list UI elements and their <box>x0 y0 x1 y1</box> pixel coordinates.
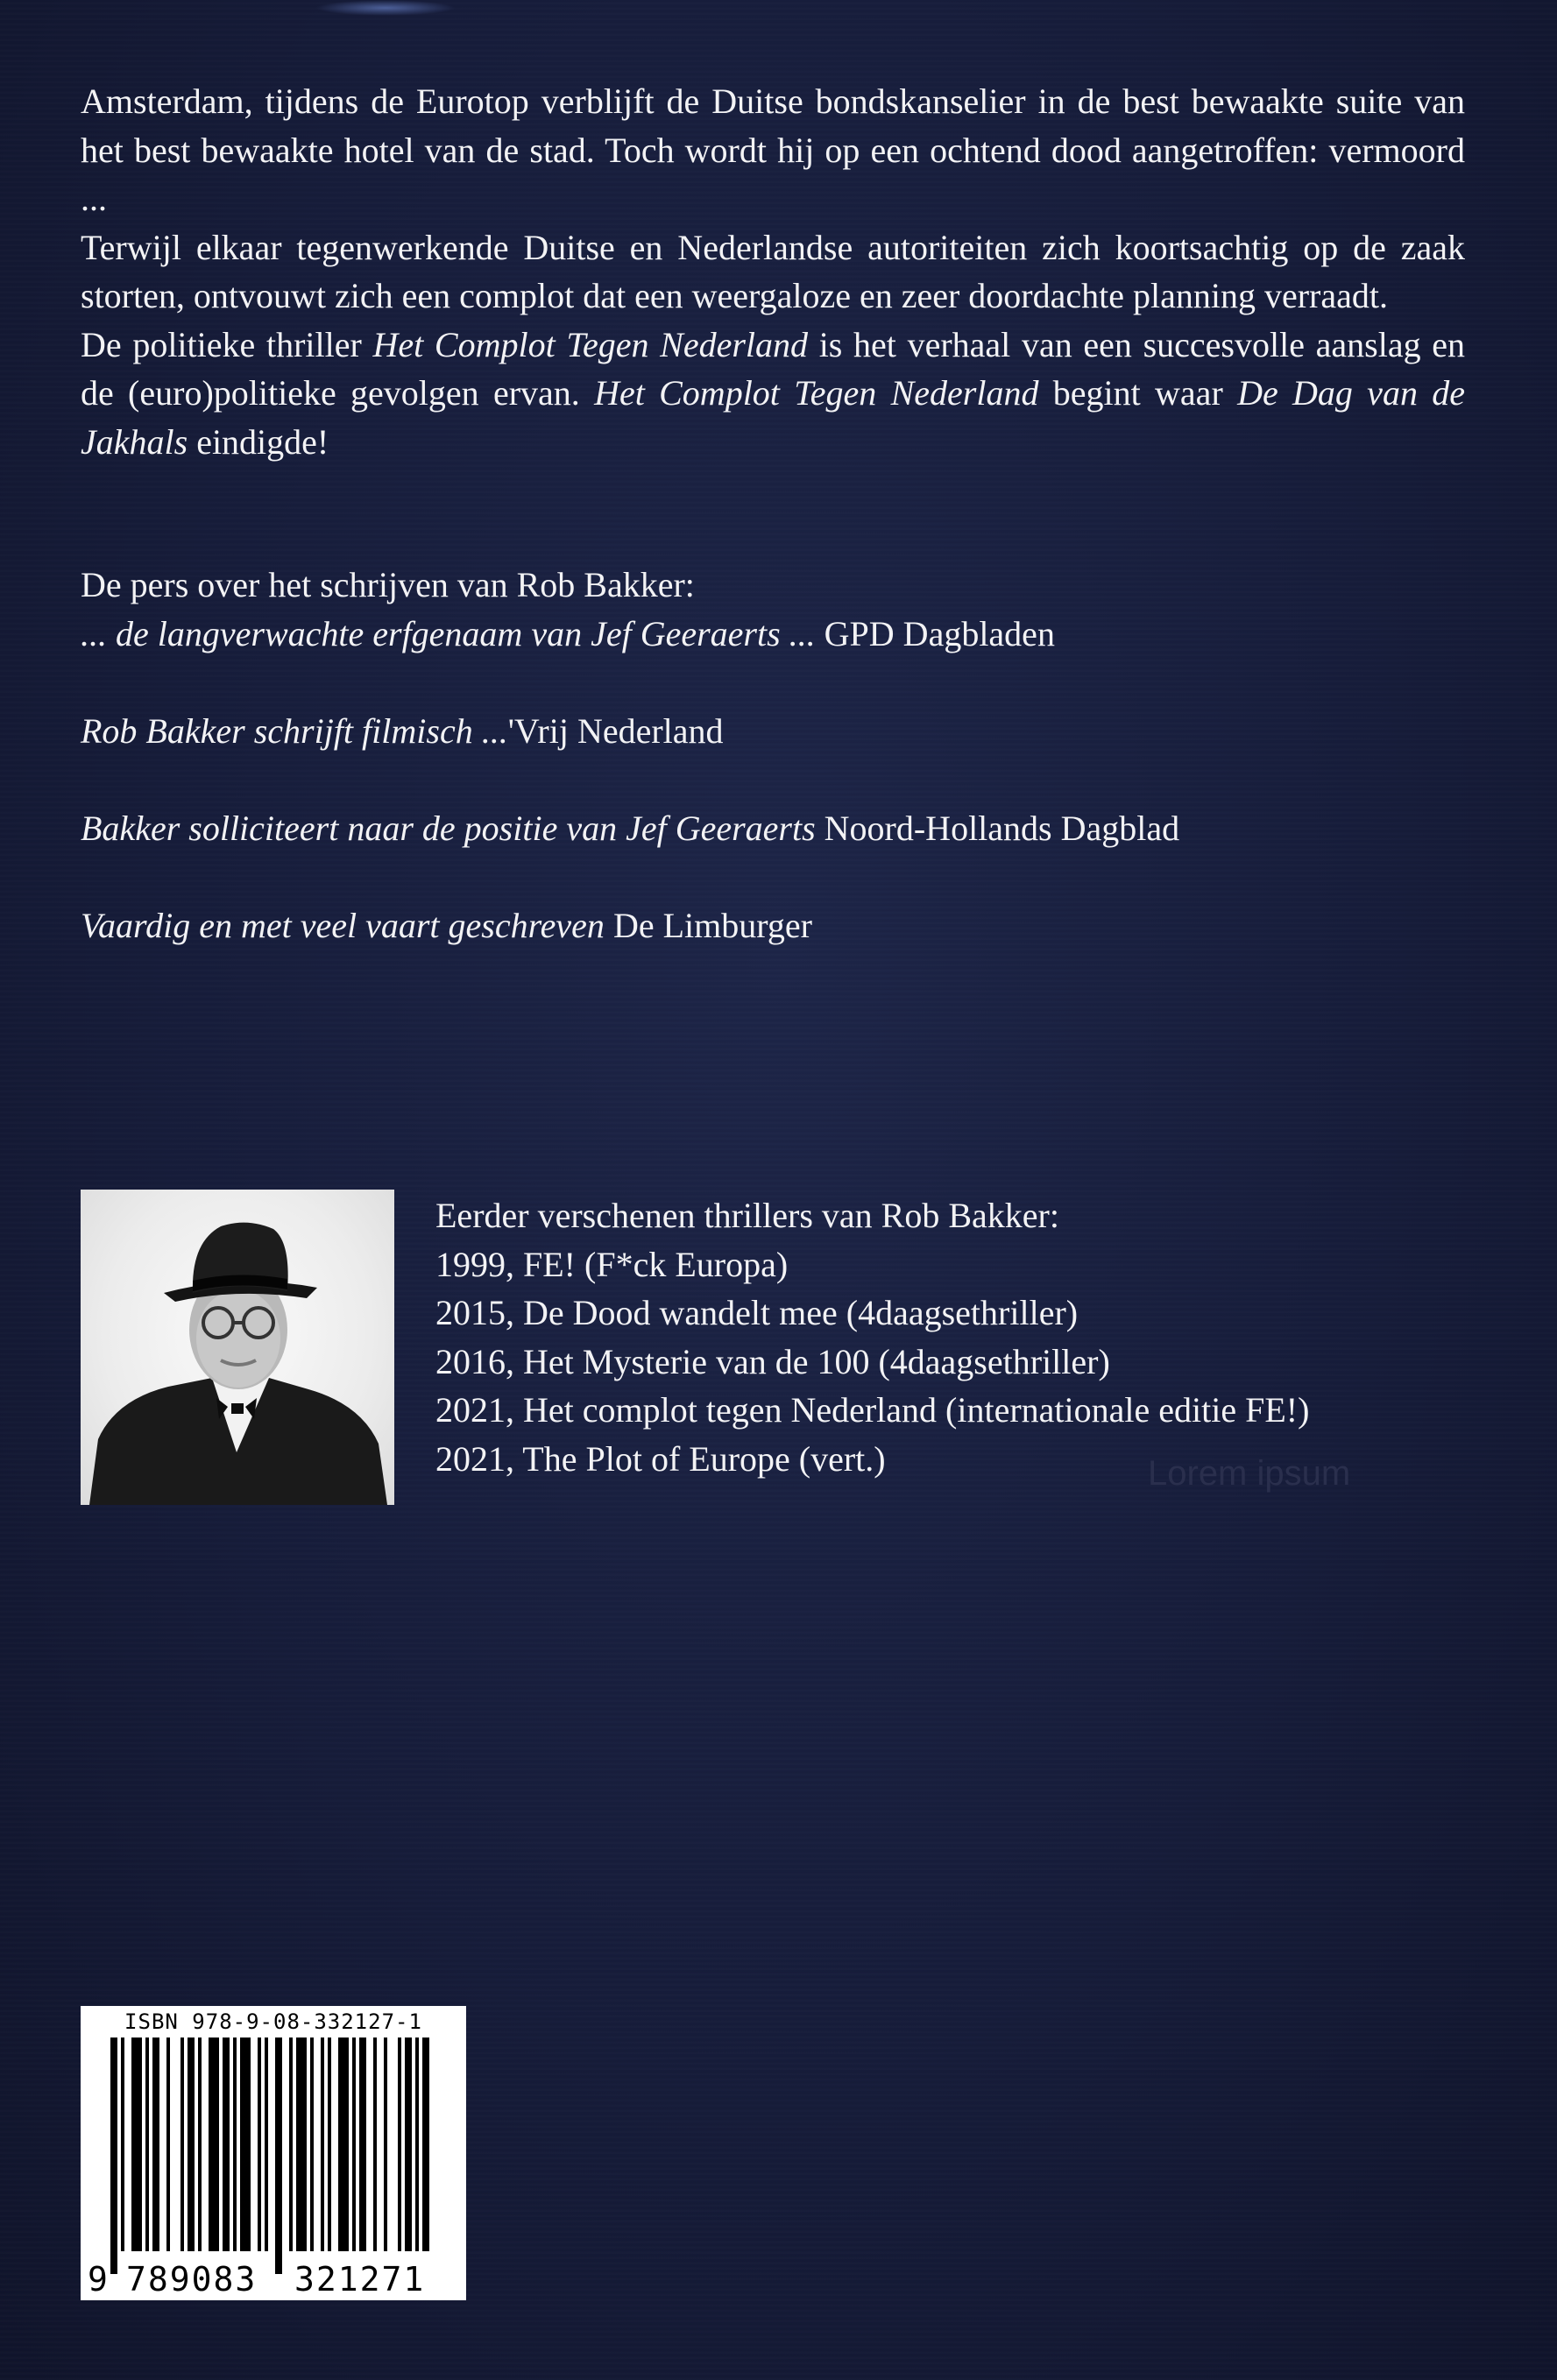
placeholder-text: Lorem ipsum <box>1148 1454 1351 1493</box>
books-heading: Eerder verschenen thrillers van Rob Bakker: <box>435 1196 1059 1235</box>
book-list-item: 2015, De Dood wandelt mee (4daagsethriller) <box>435 1293 1079 1332</box>
barcode-bar <box>415 2037 419 2251</box>
quote-source: Noord-Hollands Dagblad <box>815 808 1180 848</box>
author-photo <box>81 1190 394 1505</box>
top-light-glow <box>315 0 456 16</box>
book-list-item: 2021, The Plot of Europe (vert.) <box>435 1438 886 1479</box>
barcode-bar <box>321 2037 324 2251</box>
barcode-bar <box>258 2037 261 2251</box>
barcode-bar <box>209 2037 219 2251</box>
book-title: Het Complot Tegen Nederland <box>594 373 1039 413</box>
quote-text: Rob Bakker schrijft filmisch ... <box>81 710 508 751</box>
barcode-bar <box>328 2037 331 2251</box>
previous-books <box>435 1191 1487 1483</box>
blurb-text: is het verhaal van een succesvolle aanslag en de (euro)politieke gevolgen ervan. <box>81 324 1466 413</box>
press-quote <box>81 901 1465 950</box>
blurb-paragraph-1: Amsterdam, tijdens de Eurotop verblijft de Duitse bondskanselier in de best bewaakte suite van het best bewaakte hotel van de stad. Toch wordt hij op een ochtend dood aangetroffen: vermoord ... <box>81 81 1465 218</box>
blurb-paragraph-3 <box>81 321 1465 467</box>
barcode-bar <box>338 2037 349 2251</box>
quote-text: ... de langverwachte erfgenaam van Jef Geeraerts ... <box>81 613 816 653</box>
barcode-bar <box>223 2037 230 2251</box>
quote-source: GPD Dagbladen <box>815 613 1055 653</box>
isbn-digit-group-1: 789083 <box>126 2260 258 2299</box>
barcode-bar <box>289 2037 293 2251</box>
blurb-text: De politieke thriller <box>81 324 373 364</box>
barcode-bar <box>405 2037 412 2251</box>
press-quote <box>81 707 1465 756</box>
isbn-label: ISBN 978-9-08-332127-1 <box>124 2009 422 2034</box>
barcode-bar <box>121 2037 124 2251</box>
quote-text: Vaardig en met veel vaart geschreven <box>81 905 605 945</box>
barcode-bar <box>373 2037 377 2251</box>
barcode-bars <box>81 2006 466 2300</box>
book-title: Het Complot Tegen Nederland <box>372 324 809 364</box>
book-list-item: 2016, Het Mysterie van de 100 (4daagsethriller) <box>435 1341 1110 1381</box>
barcode-bar <box>131 2037 142 2251</box>
barcode-bar <box>145 2037 149 2251</box>
isbn-barcode <box>81 2006 466 2300</box>
barcode-bar <box>188 2037 195 2251</box>
blurb-text: eindigde! <box>188 421 329 462</box>
barcode-bar <box>198 2037 202 2251</box>
barcode-bar <box>240 2037 251 2251</box>
press-quote <box>81 610 1465 659</box>
book-list-item: 1999, FE! (F*ck Europa) <box>435 1244 789 1284</box>
isbn-first-digit: 9 <box>88 2260 108 2299</box>
barcode-bar <box>265 2037 268 2251</box>
blurb-text: begint waar <box>1038 373 1238 413</box>
book-list-item: 2021, Het complot tegen Nederland (internationale editie FE!) <box>435 1390 1310 1430</box>
press-reviews <box>81 561 1465 950</box>
barcode-bar <box>359 2037 366 2251</box>
barcode-bar <box>352 2037 356 2251</box>
book-title: De Dag van de Jakhals <box>81 373 1465 462</box>
barcode-bar <box>398 2037 401 2251</box>
author-portrait-illustration <box>81 1190 394 1505</box>
barcode-bar <box>384 2037 387 2251</box>
barcode-bar <box>110 2037 117 2274</box>
quote-source: 'Vrij Nederland <box>507 710 724 751</box>
quote-source: De Limburger <box>604 905 812 945</box>
isbn-digit-group-2: 321271 <box>294 2260 426 2299</box>
barcode-bar <box>233 2037 237 2251</box>
barcode-bar <box>422 2037 429 2251</box>
quote-text: Bakker solliciteert naar de positie van Jef Geeraerts <box>81 808 816 848</box>
back-cover-blurb <box>81 77 1465 466</box>
barcode-bar <box>310 2037 314 2251</box>
barcode-bar <box>180 2037 184 2251</box>
blurb-paragraph-2: Terwijl elkaar tegenwerkende Duitse en Nederlandse autoriteiten zich koortsachtig op de zaak storten, ontvouwt zich een complot dat een weergaloze en zeer doordachte planning verraadt. <box>81 227 1465 315</box>
barcode-bar <box>296 2037 307 2251</box>
press-intro: De pers over het schrijven van Rob Bakker: <box>81 565 695 604</box>
barcode-bar <box>166 2037 170 2251</box>
barcode-bar <box>152 2037 159 2251</box>
press-quote <box>81 804 1465 853</box>
barcode-bar <box>275 2037 282 2274</box>
